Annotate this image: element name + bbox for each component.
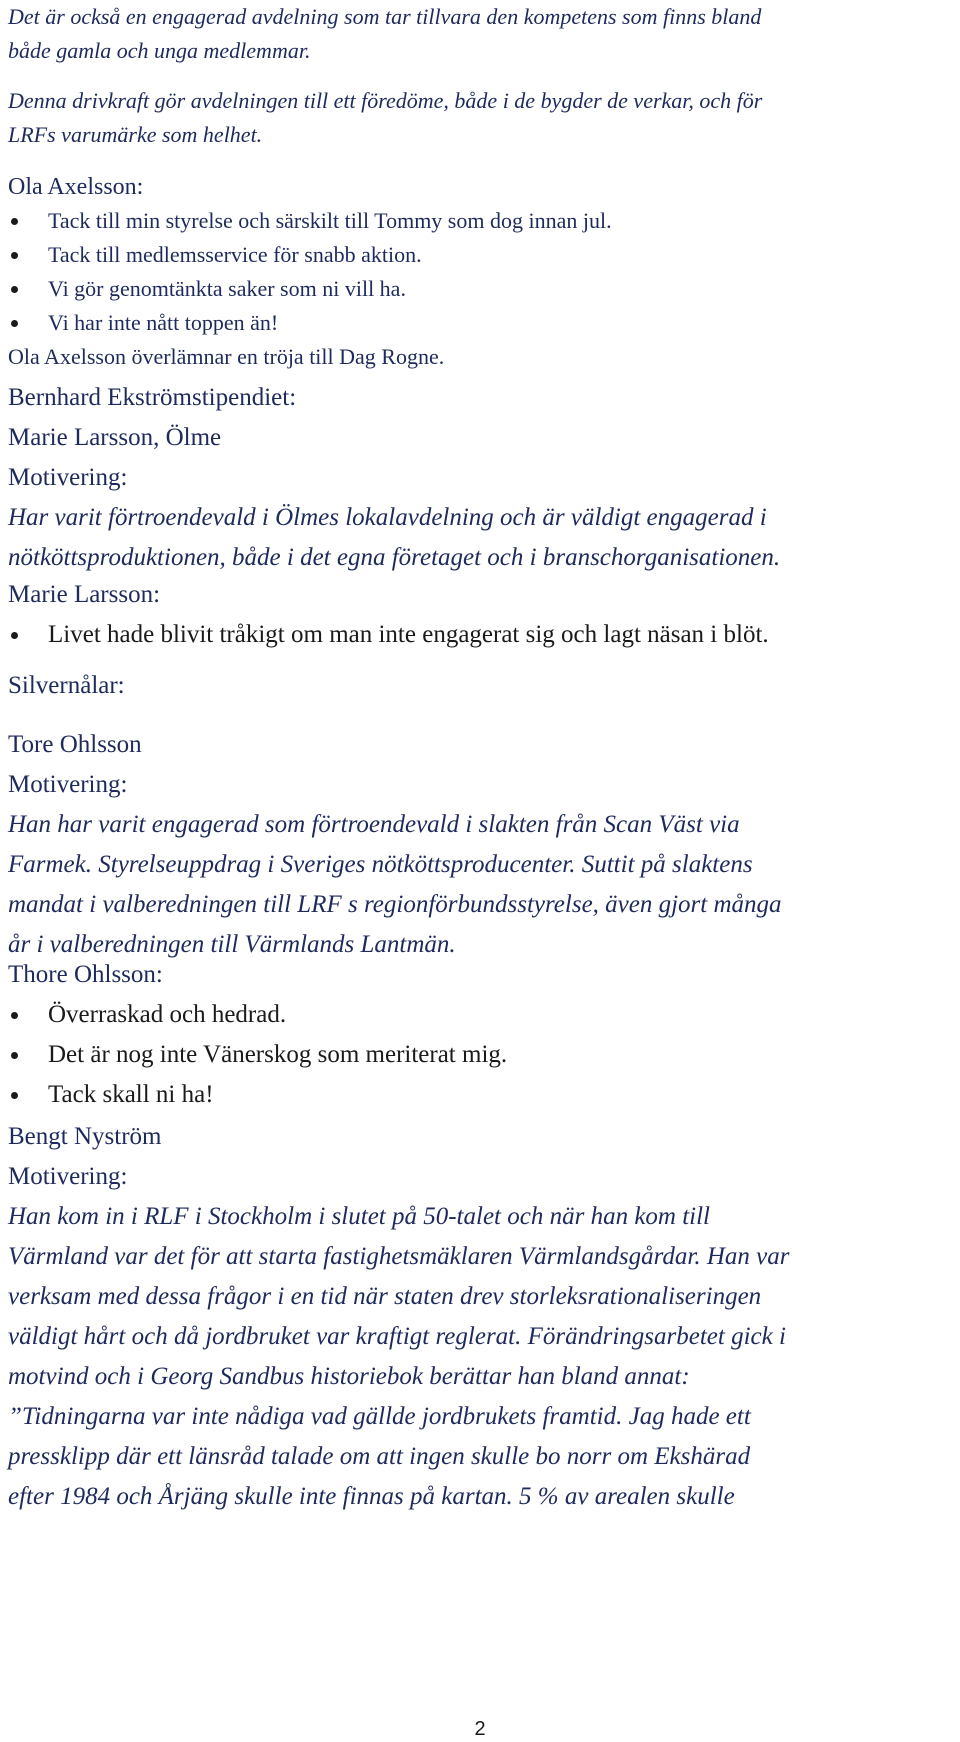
bernhard-motivering [8,498,952,578]
silver-heading: Silvernålar: [8,672,125,699]
list-item: Vi har inte nått toppen än! [8,306,952,340]
bengt-name: Bengt Nyström [8,1123,162,1150]
list-item: Tack skall ni ha! [8,1075,952,1115]
text-line: mandat i valberedningen till LRF s regionförbundsstyrelse, även gjort många [8,891,782,918]
text-line: Denna drivkraft gör avdelningen till ett föredöme, både i de bygder de verkar, och för [8,88,763,113]
text-line: Han kom in i RLF i Stockholm i slutet på 50-talet och när han kom till [8,1203,711,1230]
intro-paragraph-2 [8,84,952,152]
text-line: Farmek. Styrelseuppdrag i Sveriges nötköttsproducenter. Suttit på slaktens [8,851,753,878]
thore-reply [8,955,952,1115]
list-item: Tack till medlemsservice för snabb aktion. [8,238,952,272]
text-line: LRFs varumärke som helhet. [8,122,263,147]
bernhard-heading: Bernhard Ekströmstipendiet: [8,384,297,411]
ola-bullet-list [8,204,952,340]
marie-bullet-list [8,615,952,655]
text-line: efter 1984 och Årjäng skulle inte finnas på kartan. 5 % av arealen skulle [8,1483,735,1510]
marie-reply [8,575,952,655]
text-line: Han har varit engagerad som förtroendevald i slakten från Scan Väst via [8,811,740,838]
text-line: nötköttsproduktionen, både i det egna företaget och i branschorganisationen. [8,544,781,571]
text-line: verksam med dessa frågor i en tid när staten drev storleksrationaliseringen [8,1283,762,1310]
text-line: Har varit förtroendevald i Ölmes lokalavdelning och är väldigt engagerad i [8,504,767,531]
ola-section [8,170,952,374]
bernhard-recipient: Marie Larsson, Ölme [8,424,222,451]
bernhard-section [8,378,952,578]
text-line: både gamla och unga medlemmar. [8,38,311,63]
list-item: Vi gör genomtänkta saker som ni vill ha. [8,272,952,306]
text-line: Det är också en engagerad avdelning som tar tillvara den kompetens som finns bland [8,4,762,29]
page-number: 2 [474,1718,486,1740]
motivering-label: Motivering: [8,464,128,491]
list-item: Överraskad och hedrad. [8,995,952,1035]
list-item: Det är nog inte Vänerskog som meriterat mig. [8,1035,952,1075]
bengt-motivering [8,1197,952,1517]
motivering-label: Motivering: [8,1163,128,1190]
text-line: år i valberedningen till Värmlands Lantmän. [8,931,456,958]
bengt-section [8,1117,952,1517]
marie-reply-heading: Marie Larsson: [8,581,161,608]
text-line: pressklipp där ett länsråd talade om att ingen skulle bo norr om Ekshärad [8,1443,751,1470]
intro-paragraph-1 [8,0,952,68]
tore-name: Tore Ohlsson [8,731,142,758]
list-item: Tack till min styrelse och särskilt till Tommy som dog innan jul. [8,204,952,238]
text-line: motvind och i Georg Sandbus historiebok berättar han bland annat: [8,1363,690,1390]
motivering-label: Motivering: [8,771,128,798]
text-line: väldigt hårt och då jordbruket var kraftigt reglerat. Förändringsarbetet gick i [8,1323,786,1350]
ola-closing: Ola Axelsson överlämnar en tröja till Dag Rogne. [8,344,445,369]
list-item: Livet hade blivit tråkigt om man inte engagerat sig och lagt näsan i blöt. [8,615,952,655]
tore-section [8,725,952,965]
text-line: Värmland var det för att starta fastighetsmäklaren Värmlandsgårdar. Han var [8,1243,790,1270]
ola-heading: Ola Axelsson: [8,174,144,200]
thore-bullet-list [8,995,952,1115]
text-line: ”Tidningarna var inte nådiga vad gällde jordbrukets framtid. Jag hade ett [8,1403,751,1430]
thore-reply-heading: Thore Ohlsson: [8,961,163,988]
tore-motivering [8,805,952,965]
